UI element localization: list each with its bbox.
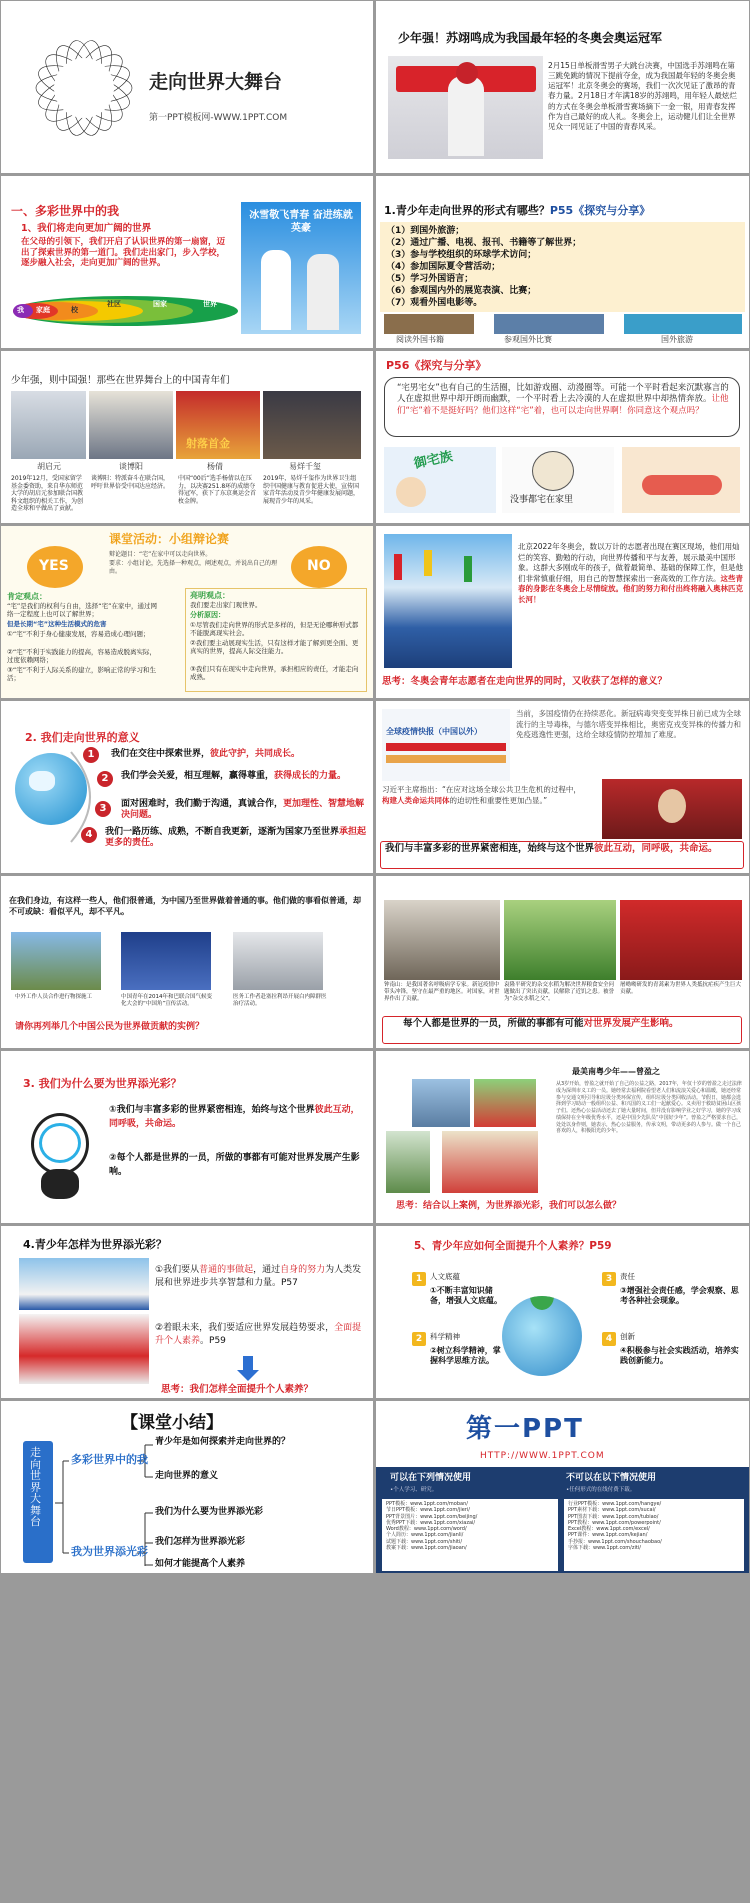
conclusion-highlight: 彼此互动，同呼吸，共命运。 [594, 843, 718, 854]
block-2-body: ②树立科学精神，掌握科学思维方法。 [430, 1346, 501, 1365]
volunteers-photo [384, 534, 512, 668]
reason-1 [109, 1103, 367, 1132]
leaf-2: 走向世界的意义 [155, 1471, 219, 1481]
name-yi-yangqianxi: 易烊千玺 [289, 462, 321, 471]
con-heading: 亮明观点： [190, 591, 230, 600]
slide-4-forms[interactable] [376, 176, 749, 348]
photo-climate-event [121, 932, 211, 990]
block-2-head: 科学精神 [430, 1332, 460, 1341]
tree-shape [530, 1296, 554, 1310]
way-1-hi1: 普通的事做起 [199, 1265, 254, 1275]
root-box [23, 1441, 53, 1563]
item-number-4: 4 [81, 827, 97, 843]
winter-olympics-poster [241, 202, 361, 334]
block-1-head: 人文底蕴 [430, 1272, 460, 1281]
item-number-2: 2 [97, 771, 113, 787]
ring-label-school: 校 [71, 306, 78, 314]
desc-hu-qiyuan: 2019年12月，受国家留学基金委资助，来自华东师范大学的胡启元参加联合国教科文组织的相关工作，为创造全球和平做出了贡献。 [11, 475, 84, 512]
name-hu-qiyuan: 胡启元 [37, 462, 61, 471]
way-2 [155, 1322, 367, 1348]
think-question: 思考：冬奥会青年志愿者在走向世界的同时，又收获了怎样的意义？ [382, 676, 668, 687]
block-3-body: ③增强社会责任感，学会观察、思考各种社会现象。 [620, 1286, 739, 1305]
epidemic-report-image [382, 709, 510, 781]
leaf-3: 我们为什么要为世界添光彩 [155, 1507, 264, 1517]
ring-label-world: 世界 [203, 300, 217, 308]
con-point-2: ②我们要主动展现实生活，只有这样才能了解到更全面、更真实的世界，提高人际交往能力。 [190, 639, 359, 656]
block-4-body: ④积极参与社会实践活动，培养实践创新能力。 [620, 1346, 739, 1365]
flag-3 [464, 556, 472, 582]
volunteer-body: 北京2022年冬奥会，数以万计的志愿者出现在赛区现场，他们用灿烂的笑容、勤勉的行动，向世界传播和平与友善，展示最美中国形象。这群大多刚成年的孩子，做着最简单、基础的保障工作，但是他们非常慎重仔细，用自己的智慧探索出一套高效的工作方法。 [518, 542, 743, 583]
way-1-hi2: 自身的努力 [280, 1265, 326, 1275]
leaf-5: 如何才能提高个人素养 [155, 1559, 246, 1569]
concentric-ring-diagram [13, 296, 238, 326]
form-item-3: （3）参与学校组织的环球学术访问； [386, 250, 537, 260]
brand-url: HTTP://WWW.1PPT.COM [480, 1451, 605, 1461]
helmet-shape [456, 62, 478, 84]
conclusion-box [382, 1016, 742, 1044]
slide-title: 少年强！苏翊鸣成为我国最年轻的冬奥会奥运冠军 [398, 31, 663, 45]
branch-2: 我为世界添光彩 [71, 1545, 148, 1558]
con-point-1: ①尽管我们走向世界的形式是多样的，但是无论哪种形式都不能脱离现实社会。 [190, 621, 359, 638]
ring-label-community: 社区 [107, 300, 121, 308]
slide-9-meaning[interactable] [1, 701, 373, 873]
stay-home-label: 没事都宅在家里 [510, 495, 574, 505]
competition-photo [494, 314, 604, 334]
slide-5-young-chinese[interactable] [1, 351, 373, 523]
item-2-text: 我们学会关爱，相互理解，赢得尊重， [121, 771, 275, 781]
block-1-number: 1 [412, 1272, 426, 1286]
con-body: 我们要走出家门观世界。 [190, 601, 262, 609]
conclusion-part: 每个人都是世界的一员，所做的事都有可能 [403, 1018, 584, 1029]
desc-tan-boyang: 谈博阳：特派奋斗在联合国，呼吁世界倍受中国达应经济。 [91, 475, 170, 490]
otaku-cartoon-2 [502, 447, 614, 513]
caption-yuan-longping: 袁隆平研究的杂交水稻为解决世界粮食安全问题做出了突出贡献，民解除了近饥之患。被誉为“杂交水稻之父”。 [504, 982, 615, 1002]
allowed-heading: 可以在下列情况使用 [390, 1473, 472, 1483]
form-item-1: （1）到国外旅游； [386, 226, 465, 236]
slide-13-why[interactable] [1, 1051, 373, 1223]
yes-badge [27, 546, 83, 588]
caption-tu-youyou: 屠呦呦研发的青蒿素为世界人类抵抗疟疾产生巨大贡献。 [620, 982, 742, 995]
point-title: 1、我们将走向更加广阔的世界 [21, 223, 152, 234]
pro-point-3: ③“宅”不利于人际关系的建立，影响正常的学习和生活； [7, 666, 157, 683]
quote-highlight: 构建人类命运共同体 [382, 795, 450, 805]
slide-8-volunteers[interactable] [376, 526, 749, 698]
slide-7-debate[interactable] [1, 526, 373, 698]
slide-title: 5、青少年应如何全面提升个人素养？P59 [414, 1240, 612, 1252]
slide-title [384, 204, 650, 218]
wire-sphere-graphic [29, 33, 139, 143]
photo-geophysics [11, 932, 101, 990]
con-subheading: 分析原因： [190, 611, 225, 619]
no-badge [291, 546, 347, 588]
photo-volunteer-1 [412, 1079, 470, 1127]
item-number-3: 3 [95, 801, 111, 817]
story-text: 2月15日单板滑雪男子大跳台决赛，中国选手苏翊鸣在第三跳免跳的情况下提前夺金，成为我国最年轻的冬奥会奥运冠军！北京冬奥会的赛场，我们一次次见证了激昂的青春力量。2月18日才年满18岁的苏翊鸣，用年轻人最炫烂的方式在冬奥会单板滑雪赛场摘下一金一银，用青春发挥作为自己最好的成人礼。冬奥会上，运动健儿们让全世界见众一同见证了中国的青春风采。 [548, 61, 737, 131]
block-1-body: ①不断丰富知识储备，增强人文底蕴。 [430, 1286, 502, 1305]
meaning-item-1 [111, 749, 367, 760]
no-label: NO [307, 558, 331, 574]
quote-body: “宅男宅女”也有自己的生活圈，比如游戏圈、动漫圈等。可能一个平时看起来沉默寡言的人在虚拟世界中却开朗而幽默，一个平时看上去冷漠的人在虚拟世界中却热情奔放。 [397, 383, 729, 405]
otaku-cartoon-3 [622, 447, 740, 513]
resource-links-box [564, 1499, 744, 1571]
block-4-number: 4 [602, 1332, 616, 1346]
slide-15-how[interactable] [1, 1226, 373, 1398]
yes-label: YES [39, 558, 69, 574]
ring-label-me: 我 [17, 306, 24, 314]
way-1-c: 为人类发展和世界进步共享智慧和力量。P57 [155, 1265, 362, 1289]
way-2-b: 。P59 [200, 1336, 226, 1347]
form-item-6: （6）参观国内外的展览表演、比赛； [386, 286, 537, 296]
report-bar-1 [386, 743, 506, 751]
athlete-shape [448, 76, 484, 156]
speaker-photo [602, 779, 742, 839]
ring-label-family: 家庭 [36, 306, 50, 314]
photo-volunteer-4 [442, 1131, 538, 1193]
reason-1-highlight: 彼此互动，同呼吸，共命运。 [109, 1105, 360, 1130]
caption-travel: 国外旅游 [661, 335, 693, 344]
intro-text: 在我们身边，有这样一些人，他们很普通，为中国乃至世界做着普通的事。他们做的事看似普通，却不可或缺：看似平凡，却不平凡。 [9, 896, 361, 916]
ring-label-nation: 国家 [153, 300, 167, 308]
slide-17-summary[interactable] [1, 1401, 373, 1573]
desc-yang-qian: 中国“00后”选手杨倩以在压力，以决赛251.8环的成绩夺得冠军，获下了东京奥运会首枚金牌。 [178, 475, 257, 505]
point-text: 在父母的引领下，我们开启了认识世界的第一扇窗，迈出了探索世界的第一道门。我们走出家门，步入学校，逐步融入社会，走向更加广阔的世界。 [21, 237, 226, 269]
subtitle: 第一PPT模板网-WWW.1PPT.COM [149, 113, 288, 123]
gold-badge: 射落首金 [186, 437, 230, 450]
way-2-hi: 全面提升个人素养 [155, 1323, 362, 1347]
pro-point-2: ②“宅”不利于实践能力的提高，容易造成脱离实际，过度依赖网络； [7, 648, 157, 665]
conclusion-highlight: 对世界发展产生影响。 [583, 1018, 679, 1029]
slide-3-colorful-world[interactable] [1, 176, 373, 348]
allowed-links[interactable]: PPT模板：www.1ppt.com/moban/ 节日PPT模板：www.1ppt.com/jieri/ PPT背景图片：www.1ppt.com/beijing/ 优秀PPT下载：www.1ppt.com/xiazai/ Word教程：www.1ppt.com/word/ 个人简历：www.1ppt.com/jianli/ 试题下载：www.1ppt.com/shiti/ 教案下载：www.1ppt.com/jiaoan/ [386, 1501, 478, 1551]
quote-question: 让他们“宅”着不是挺好吗？他们这样“宅”着，也可以走向世界啊！你同意这个观点吗？ [397, 394, 729, 416]
otaku-cartoon-1 [384, 447, 496, 513]
volunteer-text [518, 542, 743, 605]
caption-medical: 医务工作者赴塞拉利昂开展白内障群医治疗活动。 [233, 994, 327, 1007]
form-item-7: （7）观看外国电影等。 [386, 298, 483, 308]
item-3-text: 面对困难时，我们勤于沟通，真诚合作， [121, 799, 284, 809]
athlete-figure-1 [261, 250, 291, 330]
slide-11-ordinary-people[interactable] [1, 876, 373, 1048]
section-heading: 一、多彩世界中的我 [11, 204, 120, 218]
caption-climate: 中国青年在2014年和巴联合国气候变化大会的“中国角”宣传活动。 [121, 994, 212, 1007]
leaf-1: 青少年是如何探索并走向世界的？ [155, 1437, 291, 1447]
otaku-label: 御宅族 [412, 449, 455, 472]
slide-1-title[interactable] [1, 1, 373, 173]
way-1 [155, 1264, 367, 1290]
travel-photo [624, 314, 742, 334]
main-title: 走向世界大舞台 [149, 71, 283, 93]
form-item-5: （5）学习外国语言； [386, 274, 474, 284]
down-arrow-icon [237, 1370, 259, 1381]
photo-volunteer-3 [386, 1131, 430, 1193]
caption-geophysics: 中外工作人员合作进行物探施工 [15, 994, 93, 1000]
debate-topic: 辩论题目：“宅”在家中可以走向世界。 [109, 551, 212, 558]
photo-tan-boyang [89, 391, 173, 459]
conclusion-text [403, 1018, 737, 1030]
flag-1 [394, 554, 402, 580]
list-panel [380, 222, 745, 312]
desc-yi-yangqianxi: 2019年，易烊千玺作为世界卫生组织中国健康与教育促进大使，宣传国家青年活动及青少年健康发展问题，展现青少年的风采。 [263, 475, 360, 505]
reason-1-text: ①我们与丰富多彩的世界紧密相连，始终与这个世界 [109, 1105, 315, 1115]
conclusion-text [385, 843, 739, 855]
athlete-figure-2 [307, 254, 339, 330]
eco-globe-graphic [502, 1296, 582, 1376]
mascot-bing-dwen-dwen [21, 1109, 99, 1201]
section-heading: 2. 我们走向世界的意义 [25, 731, 140, 744]
slide-6-otaku[interactable] [376, 351, 749, 523]
leaf-4: 我们怎样为世界添光彩 [155, 1537, 246, 1547]
quote-part-2: 的迫切性和重要性更加凸显。” [449, 795, 548, 805]
pro-point-1: ①“宅”不利于身心健康发展，容易造成心理问题； [7, 630, 150, 638]
caption-zhong-nanshan: 钟南山：是我国著名呼吸病学专家。新冠疫情中带头冲锋，坚守在最严重的地区。对国家，对世界作出了贡献。 [384, 982, 500, 1002]
quote-part-1: 习近平主席指出：“在应对这场全球公共卫生危机的过程中， [382, 785, 581, 794]
slide-2-su-yiming[interactable] [376, 1, 749, 173]
usage-panel [376, 1467, 749, 1573]
meaning-item-3 [121, 799, 367, 822]
photo-yang-qian [176, 391, 260, 459]
branch-1: 多彩世界中的我 [71, 1453, 148, 1466]
conclusion-box [380, 841, 744, 869]
photo-yi-yangqianxi [263, 391, 361, 459]
poster-banner: 冰雪敬飞青春 奋进练就英豪 [249, 210, 353, 234]
item-3-highlight: 更加理性、智慧地解决问题。 [121, 799, 365, 821]
name-tan-boyang: 谈博阳 [119, 462, 143, 471]
meaning-item-2 [121, 771, 367, 782]
slide-title: 课堂活动：小组辩论赛 [109, 532, 230, 546]
block-3-number: 3 [602, 1272, 616, 1286]
item-2-highlight: 获得成长的力量。 [274, 771, 347, 781]
block-2-number: 2 [412, 1332, 426, 1346]
caption-competition: 参观国外比赛 [504, 335, 552, 344]
allowed-sub: •个人学习、研究。 [390, 1487, 438, 1493]
photo-hu-qiyuan [11, 391, 86, 459]
pro-subheading: 但是长期“宅”这种生活模式的危害 [7, 620, 107, 628]
photo-young-group-1 [19, 1258, 149, 1310]
root-label: 走向世界大舞台 [30, 1446, 41, 1529]
item-4-text: 我们一路历练、成熟，不断自我更新，逐渐为国家乃至世界 [105, 827, 340, 837]
pro-heading: 肯定观点： [7, 592, 47, 601]
photo-volunteer-2 [474, 1079, 536, 1127]
quote-box [384, 377, 740, 437]
story-text: 从3岁开始，曾盈之就开始了自己的公益之路，2017年，年仅十岁的曾盈之走过法律成为深圳市义工的一员。她经常去福利院看望老人们和流浪关爱心和温暖，她还经常参与交通文明引导和垃圾分类环保宣传，组织垃圾分类回收活动。节假日，她都会选择到学习助动一般组织公益、和兴国的义工们一起献爱心。义卖用于救助贫困山区孩子们。还热心公益活动还去了她大量时间，但并没有影响学业之好学习，她的学习成绩保持在全年级优秀水平，还是中国少先队员“中国好少年”。曾盈之严格要求自己，处处以身作则，她表示，热心公益服务，传承文明，带动更多的人参与。做一个自己喜欢的人，积极阳光的少年。 [556, 1081, 742, 1135]
flag-2 [424, 550, 432, 576]
quote-text [397, 383, 729, 417]
section-heading: 4.青少年怎样为世界添光彩？ [23, 1238, 167, 1251]
slide-10-epidemic[interactable] [376, 701, 749, 873]
report-title: 全球疫情快报（中国以外） [386, 727, 482, 736]
photo-tu-youyou [620, 900, 742, 980]
way-1-b: ，通过 [253, 1265, 281, 1275]
photo-zhong-nanshan [384, 900, 500, 980]
volunteer-highlight: 这些青春的身影在冬奥会上尽情绽放。他们的努力和付出终将融入奥林匹克长河！ [518, 573, 743, 604]
meaning-item-4 [105, 827, 367, 850]
photo-medical-team [233, 932, 323, 990]
continent-shape [29, 771, 55, 791]
resource-links[interactable]: 行业PPT模板：www.1ppt.com/hangye/ PPT素材下载：www.1ppt.com/sucai/ PPT图表下载：www.1ppt.com/tubiao/ PPT教程：www.1ppt.com/powerpoint/ Excel教程：www.1ppt.com/excel/ PPT课件：www.1ppt.com/kejian/ 手抄报：www.1ppt.com/shouchaobao/ 字体下载：www.1ppt.com/ziti/ [568, 1501, 662, 1551]
way-1-a: ①我们要从 [155, 1265, 200, 1275]
forbidden-sub: •任何形式的在线付费下载。 [566, 1487, 636, 1493]
epidemic-text: 当前，多国疫情仍在持续恶化。新冠病毒突变变异株日前已成为全球流行的主导毒株，与德尔塔变异株相比，奥密克戎变异株的传播力和免疫逃逸性更强，这给全球疫情防控增加了难度。 [516, 709, 741, 739]
books-photo [384, 314, 474, 334]
slide-18-credits[interactable] [376, 1401, 749, 1573]
item-1-text: 我们在交往中探索世界， [111, 749, 211, 759]
athlete-photo [388, 56, 543, 159]
cartoon-face [396, 477, 426, 507]
conclusion-part: 我们与丰富多彩的世界紧密相连，始终与这个世界 [385, 843, 595, 854]
think-question: 思考：结合以上案例，为世界添光彩，我们可以怎么做？ [396, 1201, 622, 1211]
slide-14-zeng-yingzhi[interactable] [376, 1051, 749, 1223]
title-text: 1.青少年走向世界的形式有哪些？ [384, 204, 550, 217]
item-number-1: 1 [83, 747, 99, 763]
slide-title: P56《探究与分享》 [386, 359, 487, 372]
photo-young-group-2 [19, 1314, 149, 1384]
summary-title: 【课堂小结】 [121, 1413, 223, 1433]
cartoon-head [532, 451, 574, 491]
report-bar-2 [386, 755, 506, 763]
block-4-head: 创新 [620, 1332, 635, 1341]
page-ref: P55《探究与分享》 [549, 204, 651, 217]
reason-2: ②每个人都是世界的一员，所做的事都有可能对世界发展产生影响。 [109, 1153, 360, 1178]
con-panel [185, 588, 367, 692]
slide-title: 少年强，则中国强！那些在世界舞台上的中国青年们 [11, 375, 230, 386]
way-2-a: ②着眼未来，我们要适应世界发展趋势要求， [155, 1323, 335, 1333]
form-item-4: （4）参加国际夏令营活动； [386, 262, 501, 272]
block-3-head: 责任 [620, 1272, 635, 1281]
xi-quote [382, 785, 582, 806]
caption-books: 阅读外国书籍 [396, 335, 444, 344]
think-question: 思考：我们怎样全面提升个人素养？ [161, 1384, 314, 1395]
cartoon-bed [642, 475, 722, 495]
con-point-3: ③我们只有在现实中走向世界，承担相应的责任，才能走向成熟。 [190, 665, 359, 682]
story-title: 最美南粤少年——曾盈之 [572, 1067, 660, 1076]
debate-rule: 要求：小组讨论，先选择一种观点，阐述观点，并说出自己的理由。 [109, 560, 278, 575]
item-4-highlight: 承担起更多的责任。 [105, 827, 367, 849]
item-1-highlight: 彼此守护，共同成长。 [210, 749, 301, 759]
name-yang-qian: 杨倩 [207, 462, 223, 471]
slide-16-literacy[interactable] [376, 1226, 749, 1398]
slide-12-scientists[interactable] [376, 876, 749, 1048]
question-text: 请你再列举几个中国公民为世界做贡献的实例？ [15, 1022, 205, 1032]
allowed-links-box [382, 1499, 558, 1571]
section-heading: 3. 我们为什么要为世界添光彩？ [23, 1077, 182, 1090]
photo-yuan-longping [504, 900, 616, 980]
pro-body: “宅”是我们的权利与自由，选择“宅”在家中，通过网络一定程度上也可以了解世界； [7, 602, 157, 619]
form-item-2: （2）通过广播、电视、报刊、书籍等了解世界； [386, 238, 582, 248]
forbidden-heading: 不可以在以下情况使用 [566, 1473, 657, 1483]
brand-logo: 第一PPT [466, 1414, 584, 1444]
speaker-face [658, 789, 686, 823]
